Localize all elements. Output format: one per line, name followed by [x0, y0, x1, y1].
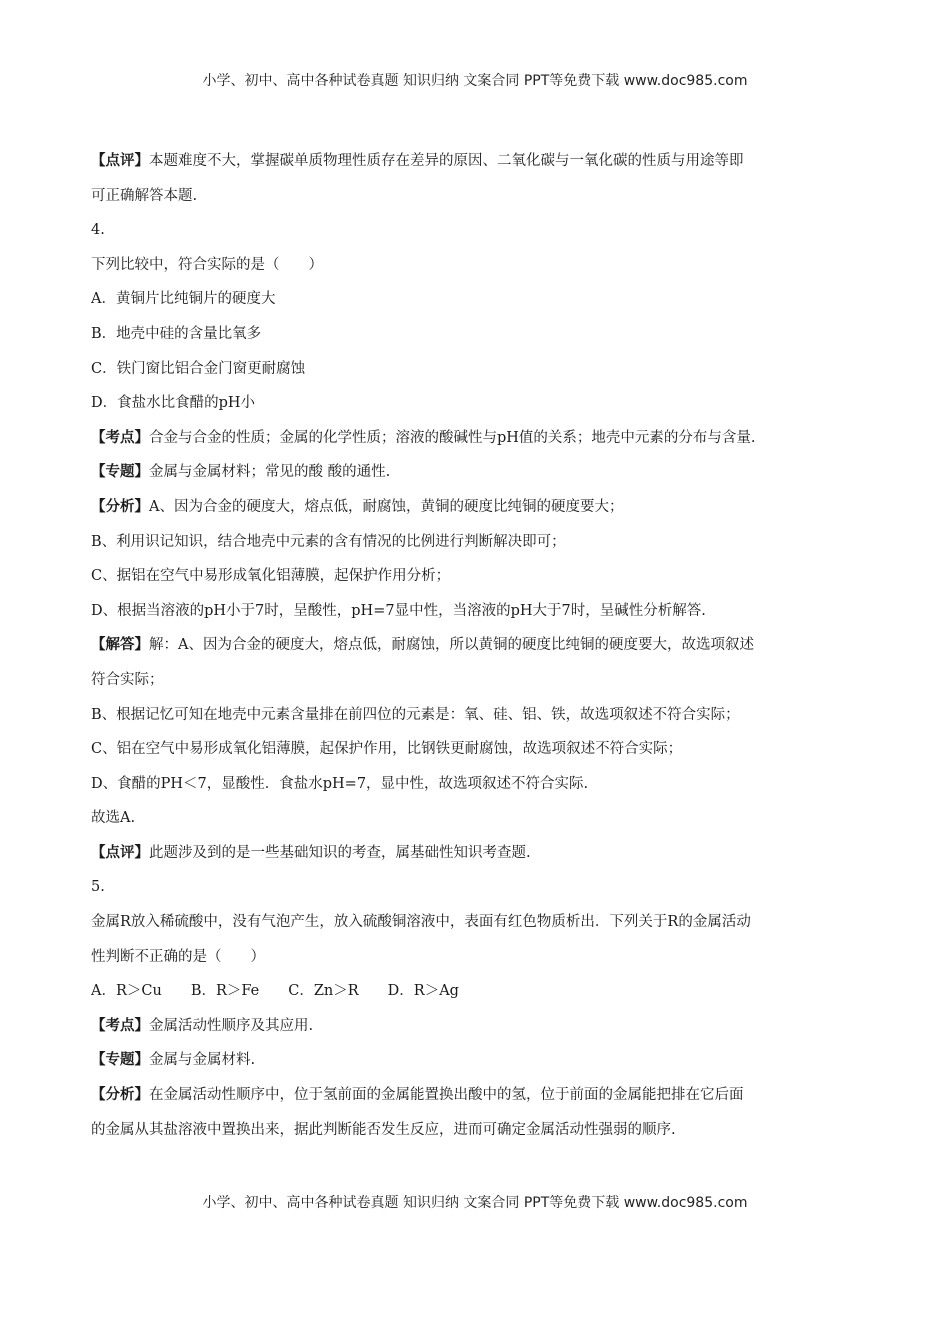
line-text: 的金属从其盐溶液中置换出来，据此判断能否发生反应，进而可确定金属活动性强弱的顺序. — [91, 1121, 676, 1138]
text-line — [91, 663, 871, 698]
line-text: 金属与金属材料；常见的酸 酸的通性. — [149, 464, 391, 481]
question-number — [91, 870, 871, 905]
text-line — [91, 525, 871, 560]
option-line — [91, 974, 871, 1009]
section-tag: 【考点】 — [91, 429, 149, 446]
line-text: 下列比较中，符合实际的是（ ） — [91, 256, 323, 273]
line-text: A．黄铜片比纯铜片的硬度大 — [91, 291, 276, 308]
line-text: D、根据当溶液的pH小于7时，呈酸性，pH=7显中性，当溶液的pH大于7时，呈碱性分析解答. — [91, 602, 706, 619]
text-line — [91, 594, 871, 629]
line-text: 金属与金属材料. — [149, 1052, 256, 1069]
question-stem — [91, 940, 871, 975]
line-text: B．地壳中硅的含量比氧多 — [91, 325, 262, 342]
line-text: 故选A. — [91, 810, 136, 827]
line-text: 可正确解答本题. — [91, 187, 198, 204]
text-line — [91, 1009, 871, 1044]
line-text: D、食醋的PH＜7，显酸性．食盐水pH=7，显中性，故选项叙述不符合实际. — [91, 775, 589, 792]
question-stem — [91, 248, 871, 283]
line-text: B、根据记忆可知在地壳中元素含量排在前四位的元素是：氧、硅、铝、铁，故选项叙述不符合实际； — [91, 706, 740, 723]
question-stem — [91, 905, 871, 940]
line-text: A．R＞Cu B．R＞Fe C．Zn＞R D．R＞Ag — [91, 983, 459, 1000]
text-line — [91, 1043, 871, 1078]
option-line — [91, 386, 871, 421]
page-footer: 小学、初中、高中各种试卷真题 知识归纳 文案合同 PPT等免费下载 www.doc985.com — [202, 1195, 748, 1211]
line-text: C．铁门窗比铝合金门窗更耐腐蚀 — [91, 360, 306, 377]
line-text: 性判断不正确的是（ ） — [91, 948, 265, 965]
text-line — [91, 1078, 871, 1113]
text-line — [91, 836, 871, 871]
line-text: 此题涉及到的是一些基础知识的考查，属基础性知识考查题. — [149, 844, 531, 861]
text-line — [91, 1113, 871, 1148]
line-text: 符合实际； — [91, 671, 164, 688]
option-line — [91, 352, 871, 387]
line-text: A、因为合金的硬度大，熔点低，耐腐蚀，黄铜的硬度比纯铜的硬度要大； — [149, 498, 624, 515]
line-text: 金属R放入稀硫酸中，没有气泡产生，放入硫酸铜溶液中，表面有红色物质析出．下列关于R的金属活动 — [91, 914, 751, 931]
text-line — [91, 490, 871, 525]
text-line — [91, 767, 871, 802]
option-line — [91, 282, 871, 317]
line-text: 4. — [91, 222, 105, 239]
line-text: 合金与合金的性质；金属的化学性质；溶液的酸碱性与pH值的关系；地壳中元素的分布与含量. — [149, 429, 756, 446]
line-text: C、铝在空气中易形成氧化铝薄膜，起保护作用，比钢铁更耐腐蚀，故选项叙述不符合实际； — [91, 741, 683, 758]
document-body — [91, 144, 871, 1147]
section-tag: 【解答】 — [91, 637, 149, 654]
line-text: 本题难度不大，掌握碳单质物理性质存在差异的原因、二氧化碳与一氧化碳的性质与用途等即 — [149, 153, 744, 169]
section-tag: 【专题】 — [91, 1052, 149, 1069]
section-tag: 【点评】 — [91, 844, 149, 861]
section-tag: 【考点】 — [91, 1017, 149, 1034]
line-text: 金属活动性顺序及其应用. — [149, 1017, 314, 1034]
section-tag: 【分析】 — [91, 1087, 149, 1104]
page-header: 小学、初中、高中各种试卷真题 知识归纳 文案合同 PPT等免费下载 www.doc985.com — [202, 73, 748, 89]
line-text: 在金属活动性顺序中，位于氢前面的金属能置换出酸中的氢，位于前面的金属能把排在它后面 — [149, 1087, 744, 1104]
line-text: 解：A、因为合金的硬度大，熔点低，耐腐蚀，所以黄铜的硬度比纯铜的硬度要大，故选项叙述 — [149, 637, 754, 654]
line-text: B、利用识记知识，结合地壳中元素的含有情况的比例进行判断解决即可； — [91, 533, 566, 550]
text-line — [91, 144, 871, 179]
line-text: 5. — [91, 879, 105, 896]
line-text: D．食盐水比食醋的pH小 — [91, 395, 256, 412]
option-line — [91, 317, 871, 352]
section-tag: 【分析】 — [91, 498, 149, 515]
text-line — [91, 455, 871, 490]
text-line — [91, 698, 871, 733]
text-line — [91, 559, 871, 594]
text-line — [91, 732, 871, 767]
answer-line — [91, 801, 871, 836]
section-tag: 【专题】 — [91, 464, 149, 481]
question-number — [91, 213, 871, 248]
line-text: C、据铝在空气中易形成氧化铝薄膜，起保护作用分析； — [91, 568, 451, 585]
section-tag: 【点评】 — [91, 153, 149, 169]
text-line — [91, 628, 871, 663]
text-line — [91, 421, 871, 456]
text-line — [91, 179, 871, 214]
